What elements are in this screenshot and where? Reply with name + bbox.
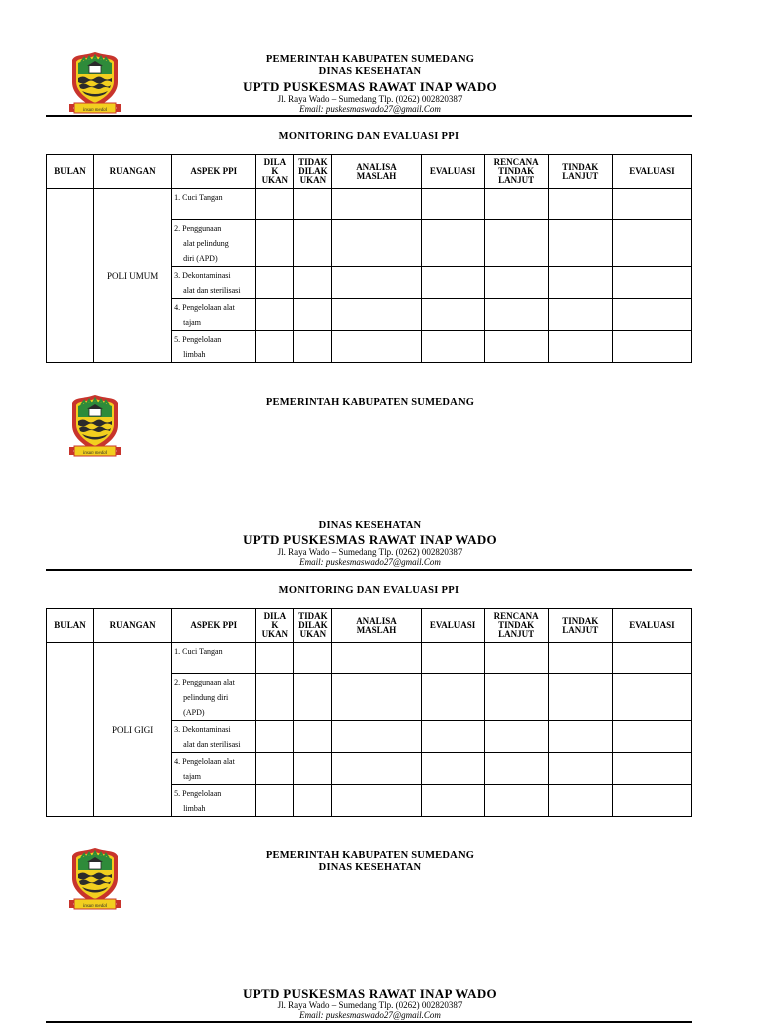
input-cell[interactable]: [421, 267, 484, 299]
input-cell[interactable]: [332, 220, 421, 267]
input-cell[interactable]: [484, 220, 548, 267]
input-cell[interactable]: [421, 643, 484, 674]
input-cell[interactable]: [332, 721, 421, 753]
input-cell[interactable]: [294, 267, 332, 299]
aspect-cell: 3. Dekontaminasi alat dan sterilisasi: [172, 721, 256, 753]
input-cell[interactable]: [421, 299, 484, 331]
dept-name: DINAS KESEHATAN: [318, 520, 422, 531]
aspect-cell: 1. Cuci Tangan: [172, 189, 256, 220]
input-cell[interactable]: [256, 785, 294, 817]
input-cell[interactable]: [548, 643, 612, 674]
col-analisa: ANALISA MASLAH: [332, 155, 421, 189]
email-line: Email: puskesmaswado27@gmail.Com: [299, 1010, 441, 1020]
dept-name: DINAS KESEHATAN: [318, 66, 422, 77]
input-cell[interactable]: [612, 220, 691, 267]
input-cell[interactable]: [332, 189, 421, 220]
aspect-cell: 5. Pengelolaan limbah: [172, 785, 256, 817]
input-cell[interactable]: [294, 674, 332, 721]
table-row: [47, 643, 692, 674]
input-cell[interactable]: [484, 189, 548, 220]
form-title: MONITORING DAN EVALUASI PPI: [278, 131, 460, 142]
col-rencana: RENCANA TINDAK LANJUT: [484, 609, 548, 643]
ppi-table-poli-gigi: [46, 608, 692, 817]
bulan-cell[interactable]: [47, 189, 94, 363]
col-dilakukan: DILA K UKAN: [256, 609, 294, 643]
col-bulan: BULAN: [47, 155, 94, 189]
input-cell[interactable]: [612, 299, 691, 331]
input-cell[interactable]: [612, 643, 691, 674]
input-cell[interactable]: [421, 220, 484, 267]
table-header-row: [47, 155, 692, 189]
input-cell[interactable]: [484, 753, 548, 785]
address-line: Jl. Raya Wado – Sumedang Tlp. (0262) 002820387: [277, 94, 463, 104]
input-cell[interactable]: [484, 643, 548, 674]
logo-emblem: [67, 393, 119, 456]
aspect-cell: 2. Penggunaan alat pelindung diri (APD): [172, 674, 256, 721]
input-cell[interactable]: [294, 220, 332, 267]
input-cell[interactable]: [421, 331, 484, 363]
col-aspek: ASPEK PPI: [172, 609, 256, 643]
unit-name: UPTD PUSKESMAS RAWAT INAP WADO: [243, 532, 497, 547]
ppi-table-poli-umum: [46, 154, 692, 363]
input-cell[interactable]: [612, 721, 691, 753]
col-evaluasi: EVALUASI: [421, 609, 484, 643]
gov-name: PEMERINTAH KABUPATEN SUMEDANG: [265, 850, 475, 861]
input-cell[interactable]: [612, 189, 691, 220]
input-cell[interactable]: [332, 299, 421, 331]
input-cell[interactable]: [421, 753, 484, 785]
input-cell[interactable]: [294, 721, 332, 753]
input-cell[interactable]: [332, 753, 421, 785]
input-cell[interactable]: [256, 331, 294, 363]
aspect-cell: 3. Dekontaminasi alat dan sterilisasi: [172, 267, 256, 299]
logo-ribbon-text: insun medal: [82, 108, 108, 113]
input-cell[interactable]: [612, 674, 691, 721]
input-cell[interactable]: [421, 721, 484, 753]
crest-icon: [67, 50, 123, 114]
email-line: Email: puskesmaswado27@gmail.Com: [299, 557, 441, 567]
form-title: MONITORING DAN EVALUASI PPI: [278, 585, 460, 596]
input-cell[interactable]: [332, 267, 421, 299]
dept-name: DINAS KESEHATAN: [318, 862, 422, 873]
col-ruangan: RUANGAN: [94, 609, 172, 643]
col-aspek: ASPEK PPI: [172, 155, 256, 189]
bulan-cell[interactable]: [47, 643, 94, 817]
input-cell[interactable]: [484, 785, 548, 817]
input-cell[interactable]: [332, 331, 421, 363]
aspect-cell: 1. Cuci Tangan: [172, 643, 256, 674]
input-cell[interactable]: [484, 674, 548, 721]
input-cell[interactable]: [548, 299, 612, 331]
aspect-cell: 4. Pengelolaan alat tajam: [172, 753, 256, 785]
input-cell[interactable]: [548, 674, 612, 721]
email-line: Email: puskesmaswado27@gmail.Com: [299, 104, 441, 114]
input-cell[interactable]: [548, 189, 612, 220]
col-evaluasi-2: EVALUASI: [612, 609, 691, 643]
input-cell[interactable]: [484, 721, 548, 753]
room-cell: POLI GIGI: [94, 643, 172, 817]
input-cell[interactable]: [256, 299, 294, 331]
input-cell[interactable]: [294, 331, 332, 363]
aspect-cell: 4. Pengelolaan alat tajam: [172, 299, 256, 331]
col-tidak-dilakukan: TIDAK DILAK UKAN: [294, 609, 332, 643]
crest-icon: [67, 846, 123, 910]
header-rule: [46, 115, 692, 117]
input-cell[interactable]: [421, 674, 484, 721]
logo-ribbon-text: insun medal: [82, 904, 108, 909]
col-analisa: ANALISA MASLAH: [332, 609, 421, 643]
input-cell[interactable]: [612, 753, 691, 785]
header-rule: [46, 569, 692, 571]
col-bulan: BULAN: [47, 609, 94, 643]
input-cell[interactable]: [421, 785, 484, 817]
input-cell[interactable]: [484, 267, 548, 299]
aspect-cell: 5. Pengelolaan limbah: [172, 331, 256, 363]
input-cell[interactable]: [548, 267, 612, 299]
table-header-row: [47, 609, 692, 643]
col-ruangan: RUANGAN: [94, 155, 172, 189]
logo-emblem: [67, 50, 119, 113]
input-cell[interactable]: [484, 299, 548, 331]
input-cell[interactable]: [256, 267, 294, 299]
unit-name: UPTD PUSKESMAS RAWAT INAP WADO: [243, 986, 497, 1001]
input-cell[interactable]: [256, 721, 294, 753]
header-rule: [46, 1021, 692, 1023]
input-cell[interactable]: [484, 331, 548, 363]
address-line: Jl. Raya Wado – Sumedang Tlp. (0262) 002820387: [277, 1000, 463, 1010]
input-cell[interactable]: [294, 753, 332, 785]
input-cell[interactable]: [548, 785, 612, 817]
crest-icon: [67, 393, 123, 457]
input-cell[interactable]: [256, 189, 294, 220]
input-cell[interactable]: [332, 674, 421, 721]
gov-name: PEMERINTAH KABUPATEN SUMEDANG: [265, 397, 475, 408]
input-cell[interactable]: [548, 220, 612, 267]
col-tindak-lanjut: TINDAK LANJUT: [548, 155, 612, 189]
input-cell[interactable]: [294, 189, 332, 220]
aspect-cell: 2. Penggunaan alat pelindung diri (APD): [172, 220, 256, 267]
logo-ribbon-text: insun medal: [82, 451, 108, 456]
input-cell[interactable]: [294, 299, 332, 331]
input-cell[interactable]: [294, 785, 332, 817]
col-dilakukan: DILA K UKAN: [256, 155, 294, 189]
logo-emblem: [67, 846, 119, 909]
unit-name: UPTD PUSKESMAS RAWAT INAP WADO: [243, 79, 497, 94]
input-cell[interactable]: [294, 643, 332, 674]
address-line: Jl. Raya Wado – Sumedang Tlp. (0262) 002820387: [277, 547, 463, 557]
input-cell[interactable]: [548, 331, 612, 363]
col-rencana: RENCANA TINDAK LANJUT: [484, 155, 548, 189]
input-cell[interactable]: [612, 785, 691, 817]
input-cell[interactable]: [548, 721, 612, 753]
gov-name: PEMERINTAH KABUPATEN SUMEDANG: [265, 54, 475, 65]
table-row: [47, 189, 692, 220]
col-evaluasi-2: EVALUASI: [612, 155, 691, 189]
input-cell[interactable]: [256, 220, 294, 267]
input-cell[interactable]: [421, 189, 484, 220]
input-cell[interactable]: [612, 331, 691, 363]
input-cell[interactable]: [332, 643, 421, 674]
input-cell[interactable]: [612, 267, 691, 299]
input-cell[interactable]: [256, 753, 294, 785]
input-cell[interactable]: [256, 674, 294, 721]
room-cell: POLI UMUM: [94, 189, 172, 363]
col-tidak-dilakukan: TIDAK DILAK UKAN: [294, 155, 332, 189]
input-cell[interactable]: [256, 643, 294, 674]
input-cell[interactable]: [332, 785, 421, 817]
input-cell[interactable]: [548, 753, 612, 785]
col-tindak-lanjut: TINDAK LANJUT: [548, 609, 612, 643]
col-evaluasi: EVALUASI: [421, 155, 484, 189]
